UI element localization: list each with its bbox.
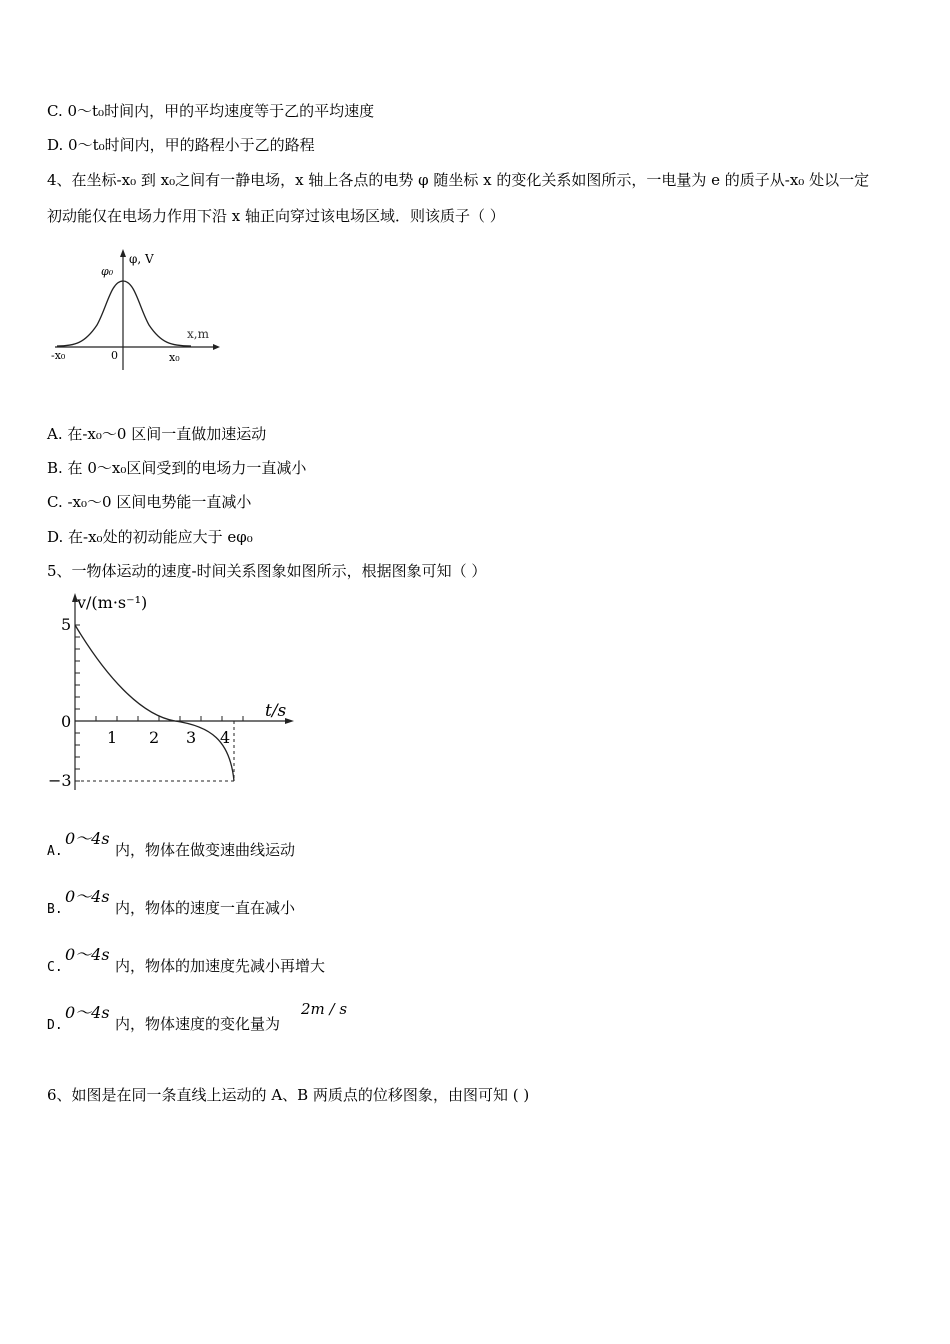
q4-left-label: -x₀ bbox=[51, 349, 66, 362]
q5-x-tick-4: 4 bbox=[220, 728, 231, 747]
q5-option-d-text: 内，物体速度的变化量为 bbox=[115, 1015, 281, 1033]
q5-x-tick-1: 1 bbox=[107, 728, 118, 747]
q5-stem: 5、一物体运动的速度-时间关系图象如图所示，根据图象可知（ ） bbox=[47, 562, 487, 580]
q4-potential-curve bbox=[57, 281, 191, 346]
q6-stem: 6、如图是在同一条直线上运动的 A、B 两质点的位移图象，由图可知 ( ) bbox=[47, 1086, 530, 1104]
q5-option-d-value: 2m / s bbox=[301, 1000, 348, 1018]
q5-option-c bbox=[47, 942, 547, 978]
q5-option-c-tag: C. bbox=[47, 960, 63, 975]
q5-velocity-curve bbox=[75, 625, 234, 781]
q5-option-c-math: 0～4s bbox=[65, 945, 110, 964]
q5-velocity-graph bbox=[45, 590, 300, 795]
q5-x-tick-2: 2 bbox=[149, 728, 160, 747]
q5-option-a bbox=[47, 826, 547, 862]
q4-option-b: B. 在 0～x₀区间受到的电场力一直减小 bbox=[47, 459, 307, 477]
q3-option-d: D. 0～t₀时间内，甲的路程小于乙的路程 bbox=[47, 136, 315, 154]
q5-x-axis-label: t/s bbox=[265, 701, 287, 721]
q5-option-b-tag: B. bbox=[47, 902, 63, 917]
q5-option-a-text: 内，物体在做变速曲线运动 bbox=[115, 841, 296, 859]
q4-x-axis-arrow bbox=[213, 344, 220, 350]
q5-option-d-tag: D. bbox=[47, 1018, 63, 1033]
q4-option-a: A. 在-x₀～0 区间一直做加速运动 bbox=[47, 425, 267, 443]
q4-option-d: D. 在-x₀处的初动能应大于 eφ₀ bbox=[47, 528, 253, 546]
q4-option-c: C. -x₀～0 区间电势能一直减小 bbox=[47, 493, 252, 511]
q5-option-b-math: 0～4s bbox=[65, 887, 110, 906]
q5-option-b-text: 内，物体的速度一直在减小 bbox=[115, 899, 296, 917]
q5-y-axis-label: v/(m·s⁻¹) bbox=[77, 593, 148, 612]
q4-stem-line2: 初动能仅在电场力作用下沿 x 轴正向穿过该电场区域．则该质子（ ） bbox=[47, 207, 505, 225]
q4-x-axis-label: x,m bbox=[187, 327, 209, 341]
q5-option-c-text: 内，物体的加速度先减小再增大 bbox=[115, 957, 326, 975]
q5-option-b bbox=[47, 884, 547, 920]
q5-y-tick-neg3: −3 bbox=[48, 771, 72, 790]
q5-x-axis-arrow bbox=[285, 718, 294, 724]
q5-option-d bbox=[47, 1000, 547, 1036]
q4-right-label: x₀ bbox=[169, 351, 180, 364]
q4-stem-line1: 4、在坐标-x₀ 到 x₀之间有一静电场，x 轴上各点的电势 φ 随坐标 x 的变化关系如图所示，一电量为 e 的质子从-x₀ 处以一定 bbox=[47, 171, 870, 189]
q5-option-a-tag: A. bbox=[47, 844, 63, 859]
q5-option-d-math: 0～4s bbox=[65, 1003, 110, 1022]
q5-y-tick-5: 5 bbox=[61, 615, 72, 634]
q3-option-c: C. 0～t₀时间内，甲的平均速度等于乙的平均速度 bbox=[47, 102, 375, 120]
q5-option-a-math: 0～4s bbox=[65, 829, 110, 848]
q4-peak-label: φ₀ bbox=[101, 265, 114, 278]
q5-y-tick-0: 0 bbox=[61, 712, 72, 731]
q4-phi-axis-arrow bbox=[120, 249, 126, 257]
q4-origin-label: 0 bbox=[111, 349, 118, 362]
q5-x-tick-3: 3 bbox=[186, 728, 197, 747]
q4-potential-graph bbox=[45, 245, 220, 375]
q4-phi-axis-label: φ, V bbox=[129, 252, 154, 266]
